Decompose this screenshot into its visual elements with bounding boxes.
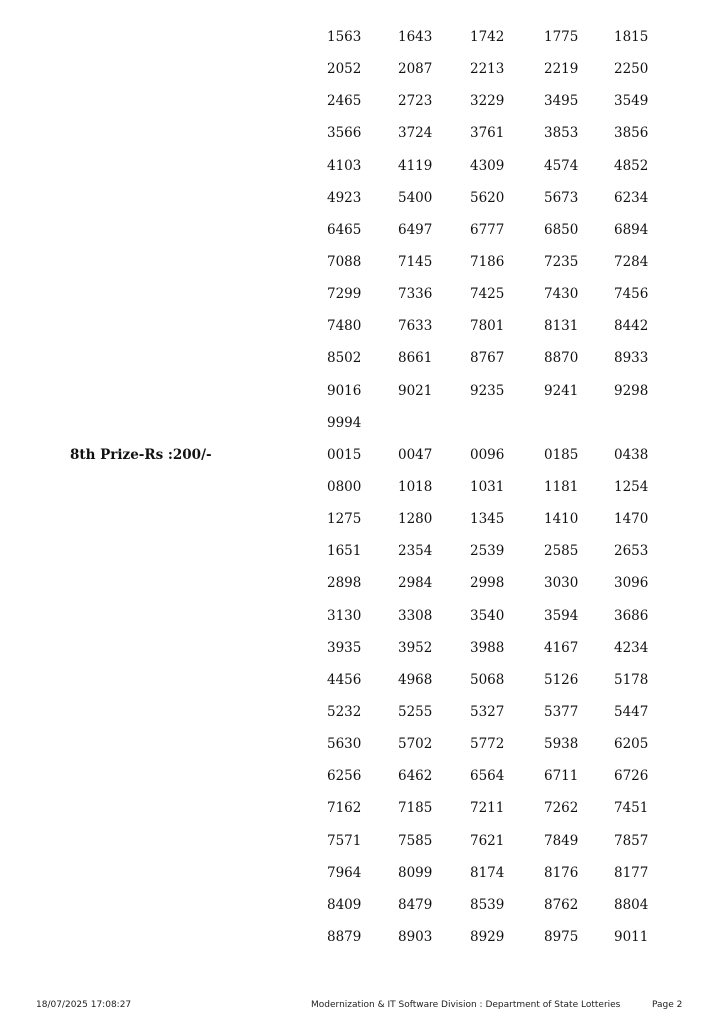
result-row <box>0 343 724 375</box>
ticket-number: 5255 <box>398 703 433 720</box>
department-name: Modernization & IT Software Division : Department of State Lotteries <box>311 1000 621 1010</box>
ticket-number: 5327 <box>470 703 505 720</box>
result-row <box>0 504 724 536</box>
ticket-number: 3952 <box>398 639 433 656</box>
ticket-number: 6256 <box>327 768 362 785</box>
ticket-number: 0015 <box>327 446 362 463</box>
ticket-number: 7425 <box>470 286 505 303</box>
ticket-number: 7585 <box>398 832 433 849</box>
ticket-number: 2213 <box>470 61 505 78</box>
ticket-number: 9994 <box>327 414 362 431</box>
result-row <box>0 729 724 761</box>
result-row <box>0 408 724 440</box>
ticket-number: 7451 <box>614 800 649 817</box>
result-row <box>0 633 724 665</box>
result-row <box>0 183 724 215</box>
ticket-number: 6894 <box>614 221 649 238</box>
ticket-number: 1643 <box>398 29 433 45</box>
ticket-number: 8539 <box>470 896 505 913</box>
ticket-number: 0800 <box>327 478 362 495</box>
ticket-number: 1181 <box>544 478 579 495</box>
ticket-number: 2087 <box>398 61 433 78</box>
ticket-number: 7299 <box>327 286 362 303</box>
ticket-number: 9241 <box>544 382 579 399</box>
ticket-number: 7262 <box>544 800 579 817</box>
ticket-number: 1775 <box>544 29 579 45</box>
page-number: Page 2 <box>652 1000 683 1010</box>
ticket-number: 8903 <box>398 928 433 945</box>
ticket-number: 3856 <box>614 125 649 142</box>
ticket-number: 6205 <box>614 736 649 753</box>
result-row <box>0 536 724 568</box>
ticket-number: 2984 <box>398 575 433 592</box>
ticket-number: 4309 <box>470 157 505 174</box>
ticket-number: 7480 <box>327 318 362 335</box>
ticket-number: 2539 <box>470 543 505 560</box>
ticket-number: 6711 <box>544 768 579 785</box>
ticket-number: 8131 <box>544 318 579 335</box>
ticket-number: 4119 <box>398 157 433 174</box>
ticket-number: 5673 <box>544 189 579 206</box>
ticket-number: 8174 <box>470 864 505 881</box>
ticket-number: 3549 <box>614 93 649 110</box>
ticket-number: 1031 <box>470 478 505 495</box>
print-timestamp: 18/07/2025 17:08:27 <box>36 1000 132 1010</box>
result-row <box>0 311 724 343</box>
ticket-number: 2998 <box>470 575 505 592</box>
result-row <box>0 826 724 858</box>
ticket-number: 7849 <box>544 832 579 849</box>
ticket-number: 2585 <box>544 543 579 560</box>
ticket-number: 9011 <box>614 928 649 945</box>
ticket-number: 5447 <box>614 703 649 720</box>
results-grid <box>0 22 724 954</box>
ticket-number: 3495 <box>544 93 579 110</box>
ticket-number: 4103 <box>327 157 362 174</box>
ticket-number: 7186 <box>470 253 505 270</box>
ticket-number: 1410 <box>544 511 579 528</box>
ticket-number: 1742 <box>470 29 505 45</box>
ticket-number: 6564 <box>470 768 505 785</box>
ticket-number: 7185 <box>398 800 433 817</box>
ticket-number: 8762 <box>544 896 579 913</box>
ticket-number: 8099 <box>398 864 433 881</box>
result-row <box>0 22 724 54</box>
ticket-number: 4968 <box>398 671 433 688</box>
ticket-number: 4456 <box>327 671 362 688</box>
ticket-number: 2219 <box>544 61 579 78</box>
page-footer <box>0 1000 724 1014</box>
ticket-number: 5126 <box>544 671 579 688</box>
ticket-number: 9016 <box>327 382 362 399</box>
prize-label: 8th Prize-Rs :200/- <box>70 446 212 463</box>
ticket-number: 1651 <box>327 543 362 560</box>
result-row <box>0 601 724 633</box>
ticket-number: 6462 <box>398 768 433 785</box>
ticket-number: 6497 <box>398 221 433 238</box>
ticket-number: 7456 <box>614 286 649 303</box>
ticket-number: 7964 <box>327 864 362 881</box>
ticket-number: 5938 <box>544 736 579 753</box>
ticket-number: 5630 <box>327 736 362 753</box>
ticket-number: 2653 <box>614 543 649 560</box>
ticket-number: 8804 <box>614 896 649 913</box>
ticket-number: 4167 <box>544 639 579 656</box>
ticket-number: 4574 <box>544 157 579 174</box>
ticket-number: 3761 <box>470 125 505 142</box>
ticket-number: 2052 <box>327 61 362 78</box>
ticket-number: 1275 <box>327 511 362 528</box>
ticket-number: 3594 <box>544 607 579 624</box>
ticket-number: 3540 <box>470 607 505 624</box>
ticket-number: 3030 <box>544 575 579 592</box>
ticket-number: 5377 <box>544 703 579 720</box>
ticket-number: 3096 <box>614 575 649 592</box>
ticket-number: 1018 <box>398 478 433 495</box>
ticket-number: 8975 <box>544 928 579 945</box>
ticket-number: 7284 <box>614 253 649 270</box>
ticket-number: 3686 <box>614 607 649 624</box>
result-row <box>0 118 724 150</box>
ticket-number: 7430 <box>544 286 579 303</box>
result-row <box>0 472 724 504</box>
ticket-number: 8479 <box>398 896 433 913</box>
ticket-number: 6726 <box>614 768 649 785</box>
ticket-number: 7801 <box>470 318 505 335</box>
ticket-number: 1254 <box>614 478 649 495</box>
ticket-number: 7162 <box>327 800 362 817</box>
ticket-number: 1815 <box>614 29 649 45</box>
ticket-number: 7571 <box>327 832 362 849</box>
result-row <box>0 761 724 793</box>
result-row <box>0 215 724 247</box>
ticket-number: 1345 <box>470 511 505 528</box>
ticket-number: 1563 <box>327 29 362 45</box>
ticket-number: 8929 <box>470 928 505 945</box>
ticket-number: 4234 <box>614 639 649 656</box>
ticket-number: 0438 <box>614 446 649 463</box>
result-row <box>0 54 724 86</box>
result-row <box>0 568 724 600</box>
result-row <box>0 376 724 408</box>
result-row <box>0 247 724 279</box>
ticket-number: 2898 <box>327 575 362 592</box>
result-row <box>0 86 724 118</box>
result-row <box>0 279 724 311</box>
ticket-number: 9235 <box>470 382 505 399</box>
ticket-number: 2354 <box>398 543 433 560</box>
ticket-number: 5772 <box>470 736 505 753</box>
ticket-number: 1470 <box>614 511 649 528</box>
ticket-number: 6850 <box>544 221 579 238</box>
ticket-number: 3988 <box>470 639 505 656</box>
ticket-number: 7211 <box>470 800 505 817</box>
ticket-number: 3853 <box>544 125 579 142</box>
ticket-number: 3724 <box>398 125 433 142</box>
ticket-number: 2465 <box>327 93 362 110</box>
ticket-number: 8502 <box>327 350 362 367</box>
ticket-number: 8661 <box>398 350 433 367</box>
result-row <box>0 793 724 825</box>
ticket-number: 7857 <box>614 832 649 849</box>
ticket-number: 8870 <box>544 350 579 367</box>
ticket-number: 0185 <box>544 446 579 463</box>
ticket-number: 3130 <box>327 607 362 624</box>
ticket-number: 8933 <box>614 350 649 367</box>
ticket-number: 4923 <box>327 189 362 206</box>
ticket-number: 6465 <box>327 221 362 238</box>
ticket-number: 3566 <box>327 125 362 142</box>
ticket-number: 6777 <box>470 221 505 238</box>
ticket-number: 6234 <box>614 189 649 206</box>
ticket-number: 8879 <box>327 928 362 945</box>
ticket-number: 7088 <box>327 253 362 270</box>
ticket-number: 5178 <box>614 671 649 688</box>
ticket-number: 9021 <box>398 382 433 399</box>
ticket-number: 0096 <box>470 446 505 463</box>
ticket-number: 7621 <box>470 832 505 849</box>
ticket-number: 8767 <box>470 350 505 367</box>
result-row <box>0 858 724 890</box>
ticket-number: 5702 <box>398 736 433 753</box>
ticket-number: 1280 <box>398 511 433 528</box>
ticket-number: 7145 <box>398 253 433 270</box>
result-row <box>0 665 724 697</box>
result-row <box>0 151 724 183</box>
ticket-number: 5620 <box>470 189 505 206</box>
ticket-number: 0047 <box>398 446 433 463</box>
ticket-number: 7235 <box>544 253 579 270</box>
result-row <box>0 890 724 922</box>
ticket-number: 8176 <box>544 864 579 881</box>
ticket-number: 7336 <box>398 286 433 303</box>
result-row <box>0 697 724 729</box>
result-row <box>0 922 724 954</box>
ticket-number: 8442 <box>614 318 649 335</box>
ticket-number: 2723 <box>398 93 433 110</box>
ticket-number: 3229 <box>470 93 505 110</box>
ticket-number: 5068 <box>470 671 505 688</box>
ticket-number: 5400 <box>398 189 433 206</box>
ticket-number: 3935 <box>327 639 362 656</box>
ticket-number: 7633 <box>398 318 433 335</box>
result-row <box>0 440 724 472</box>
ticket-number: 8177 <box>614 864 649 881</box>
ticket-number: 4852 <box>614 157 649 174</box>
ticket-number: 2250 <box>614 61 649 78</box>
ticket-number: 5232 <box>327 703 362 720</box>
ticket-number: 9298 <box>614 382 649 399</box>
ticket-number: 8409 <box>327 896 362 913</box>
ticket-number: 3308 <box>398 607 433 624</box>
